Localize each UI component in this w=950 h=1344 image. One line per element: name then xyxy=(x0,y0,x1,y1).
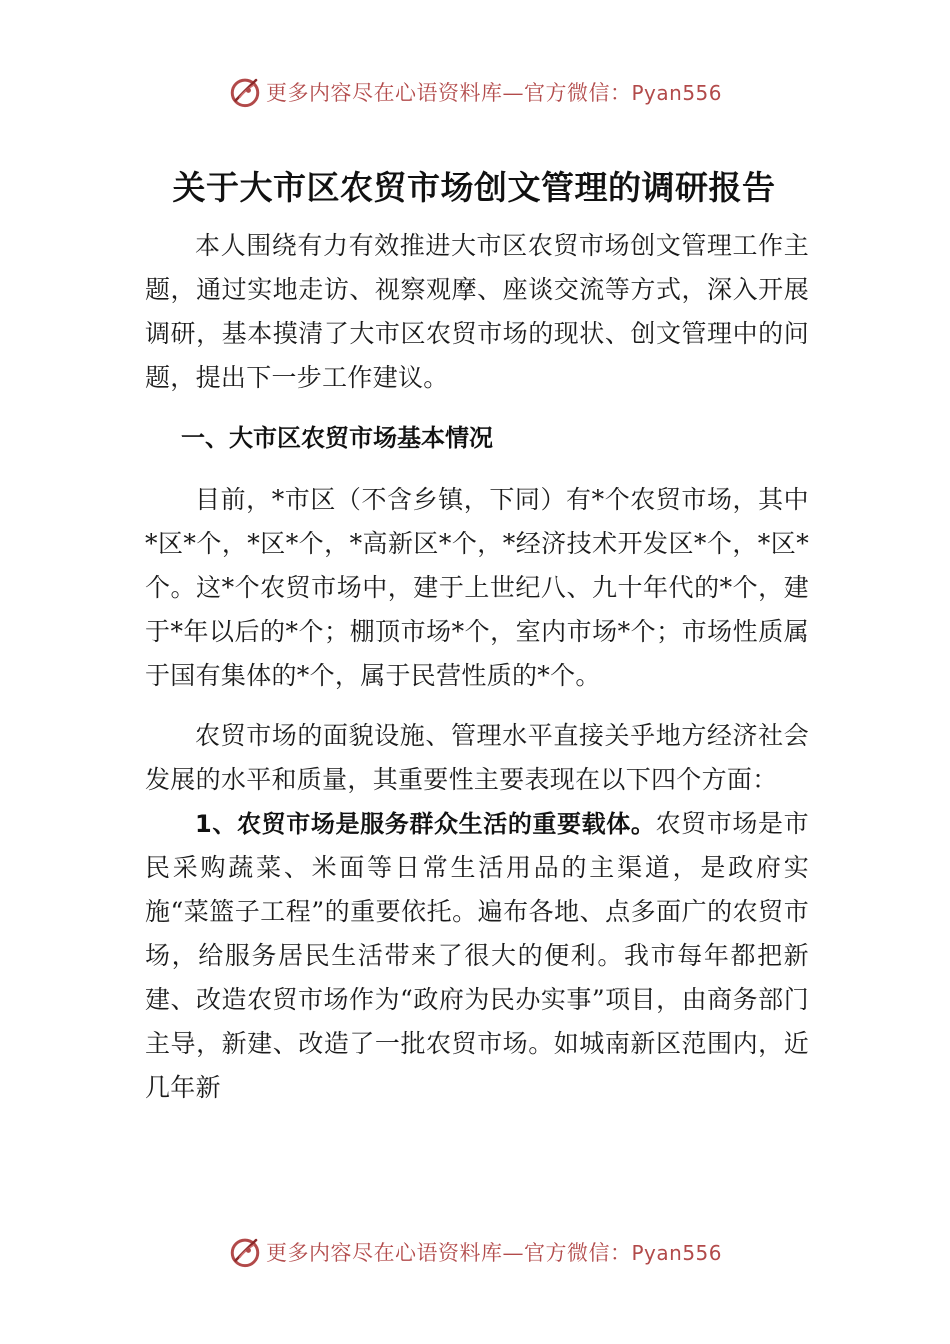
section-heading: 一、大市区农贸市场基本情况 xyxy=(181,424,493,452)
watermark-label: 更多内容尽在心语资料库—官方微信： xyxy=(265,81,632,105)
document-title: 关于大市区农贸市场创文管理的调研报告 xyxy=(172,168,776,207)
watermark-label: 更多内容尽在心语资料库—官方微信： xyxy=(265,1241,632,1265)
watermark-footer xyxy=(0,1232,950,1272)
document-body xyxy=(145,166,809,1110)
brush-circle-logo-icon xyxy=(228,1235,262,1269)
brush-circle-logo-icon xyxy=(228,75,262,109)
watermark-text xyxy=(266,1237,722,1267)
watermark-text xyxy=(266,77,722,107)
watermark-wechat-id: Pyan556 xyxy=(631,1241,722,1265)
watermark-wechat-id: Pyan556 xyxy=(631,81,722,105)
watermark-header xyxy=(0,72,950,112)
point-1-lead: 1、农贸市场是服务群众生活的重要载体。 xyxy=(195,810,656,838)
point-1-paragraph xyxy=(145,802,809,1110)
paragraph-market-stats: 目前，*市区（不含乡镇，下同）有*个农贸市场，其中*区*个，*区*个，*高新区*个，*经济技术开发区*个，*区*个。这*个农贸市场中，建于上世纪八、九十年代的*个，建于*年以后的*个；棚顶市场*个，室内市场*个；市场性质属于国有集体的*个，属于民营性质的*个。 xyxy=(145,485,809,690)
paragraph-importance: 农贸市场的面貌设施、管理水平直接关乎地方经济社会发展的水平和质量，其重要性主要表现在以下四个方面： xyxy=(145,721,809,794)
point-1-body: 农贸市场是市民采购蔬菜、米面等日常生活用品的主渠道，是政府实施“菜篮子工程”的重要依托。遍布各地、点多面广的农贸市场，给服务居民生活带来了很大的便利。我市每年都把新建、改造农贸市场作为“政府为民办实事”项目，由商务部门主导，新建、改造了一批农贸市场。如城南新区范围内，近几年新 xyxy=(145,809,809,1102)
intro-paragraph: 本人围绕有力有效推进大市区农贸市场创文管理工作主题，通过实地走访、视察观摩、座谈交流等方式，深入开展调研，基本摸清了大市区农贸市场的现状、创文管理中的问题，提出下一步工作建议。 xyxy=(145,231,809,392)
